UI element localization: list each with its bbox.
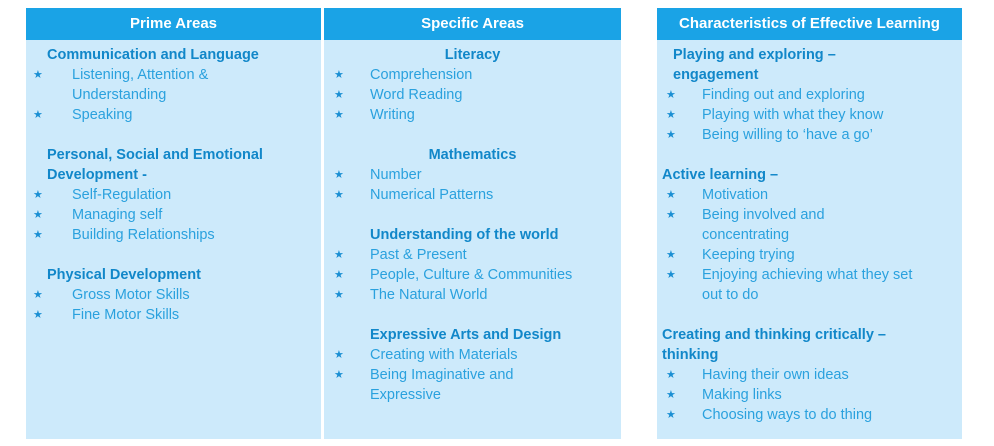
section-title: Expressive Arts and Design bbox=[370, 327, 562, 343]
list-item: ★ Self-Regulation bbox=[33, 187, 172, 203]
list-item: ★ Choosing ways to do thing bbox=[666, 407, 873, 423]
section-title: Mathematics bbox=[428, 147, 517, 163]
list-item: ★ Making links bbox=[666, 387, 782, 403]
characteristics-panel bbox=[657, 8, 962, 439]
playing-exploring-section bbox=[657, 45, 962, 145]
list-item-continuation: concentrating bbox=[702, 227, 790, 243]
list-item: ★ Numerical Patterns bbox=[334, 187, 494, 203]
star-icon: ★ bbox=[666, 89, 676, 101]
star-icon: ★ bbox=[334, 289, 344, 301]
section-title: Active learning – bbox=[662, 167, 779, 183]
list-item: ★ Keeping trying bbox=[666, 247, 795, 263]
list-item-continuation: out to do bbox=[702, 287, 759, 303]
star-icon: ★ bbox=[334, 109, 344, 121]
star-icon: ★ bbox=[33, 109, 43, 121]
list-item: ★ Comprehension bbox=[334, 67, 473, 83]
star-icon: ★ bbox=[334, 89, 344, 101]
list-item: ★ The Natural World bbox=[334, 287, 488, 303]
list-item: ★ Fine Motor Skills bbox=[33, 307, 180, 323]
mathematics-section bbox=[324, 145, 621, 205]
characteristics-header: Characteristics of Effective Learning bbox=[657, 8, 962, 40]
list-item: ★ Speaking bbox=[33, 107, 133, 123]
section-title: Creating and thinking critically – bbox=[662, 327, 886, 343]
list-item: ★ Being involved and bbox=[666, 207, 825, 223]
prime-areas-header: Prime Areas bbox=[26, 8, 321, 40]
star-icon: ★ bbox=[33, 69, 43, 81]
section-title: Personal, Social and Emotional bbox=[47, 147, 263, 163]
creating-thinking-section bbox=[657, 325, 962, 425]
star-icon: ★ bbox=[666, 189, 676, 201]
personal-social-emotional-section bbox=[26, 145, 321, 245]
prime-areas-panel bbox=[26, 8, 321, 439]
star-icon: ★ bbox=[334, 369, 344, 381]
star-icon: ★ bbox=[666, 209, 676, 221]
section-title: engagement bbox=[673, 67, 759, 83]
understanding-world-section bbox=[324, 225, 621, 305]
list-item: ★ Motivation bbox=[666, 187, 769, 203]
list-item: ★ Playing with what they know bbox=[666, 107, 884, 123]
active-learning-section bbox=[657, 165, 962, 305]
specific-areas-header: Specific Areas bbox=[324, 8, 621, 40]
section-title: Physical Development bbox=[47, 267, 201, 283]
section-title: Communication and Language bbox=[47, 47, 259, 63]
specific-areas-panel bbox=[324, 8, 621, 439]
list-item: ★ Listening, Attention & bbox=[33, 67, 209, 83]
star-icon: ★ bbox=[666, 389, 676, 401]
star-icon: ★ bbox=[334, 189, 344, 201]
section-title: Literacy bbox=[444, 47, 501, 63]
star-icon: ★ bbox=[33, 309, 43, 321]
list-item: ★ Being Imaginative and bbox=[334, 367, 514, 383]
list-item: ★ Having their own ideas bbox=[666, 367, 849, 383]
star-icon: ★ bbox=[666, 129, 676, 141]
star-icon: ★ bbox=[33, 189, 43, 201]
list-item-continuation: Understanding bbox=[72, 87, 167, 103]
section-title: Understanding of the world bbox=[370, 227, 559, 243]
list-item: ★ Managing self bbox=[33, 207, 163, 223]
list-item: ★ Enjoying achieving what they set bbox=[666, 267, 913, 283]
star-icon: ★ bbox=[666, 369, 676, 381]
star-icon: ★ bbox=[666, 269, 676, 281]
literacy-section bbox=[324, 45, 621, 125]
communication-language-section bbox=[26, 45, 321, 125]
list-item: ★ People, Culture & Communities bbox=[334, 267, 573, 283]
star-icon: ★ bbox=[334, 249, 344, 261]
list-item-continuation: Expressive bbox=[370, 387, 441, 403]
star-icon: ★ bbox=[666, 249, 676, 261]
list-item: ★ Gross Motor Skills bbox=[33, 287, 190, 303]
star-icon: ★ bbox=[33, 229, 43, 241]
list-item: ★ Being willing to ‘have a go’ bbox=[666, 127, 873, 143]
section-title: Playing and exploring – bbox=[673, 47, 836, 63]
star-icon: ★ bbox=[334, 269, 344, 281]
star-icon: ★ bbox=[666, 109, 676, 121]
list-item: ★ Building Relationships bbox=[33, 227, 215, 243]
section-title: thinking bbox=[662, 347, 719, 363]
physical-development-section bbox=[26, 265, 321, 325]
expressive-arts-section bbox=[324, 325, 621, 405]
star-icon: ★ bbox=[33, 209, 43, 221]
list-item: ★ Writing bbox=[334, 107, 415, 123]
list-item: ★ Creating with Materials bbox=[334, 347, 518, 363]
star-icon: ★ bbox=[334, 169, 344, 181]
star-icon: ★ bbox=[33, 289, 43, 301]
list-item: ★ Finding out and exploring bbox=[666, 87, 865, 103]
list-item: ★ Past & Present bbox=[334, 247, 467, 263]
section-title: Development - bbox=[47, 167, 147, 183]
star-icon: ★ bbox=[334, 69, 344, 81]
list-item: ★ Word Reading bbox=[334, 87, 463, 103]
star-icon: ★ bbox=[334, 349, 344, 361]
star-icon: ★ bbox=[666, 409, 676, 421]
list-item: ★ Number bbox=[334, 167, 422, 183]
